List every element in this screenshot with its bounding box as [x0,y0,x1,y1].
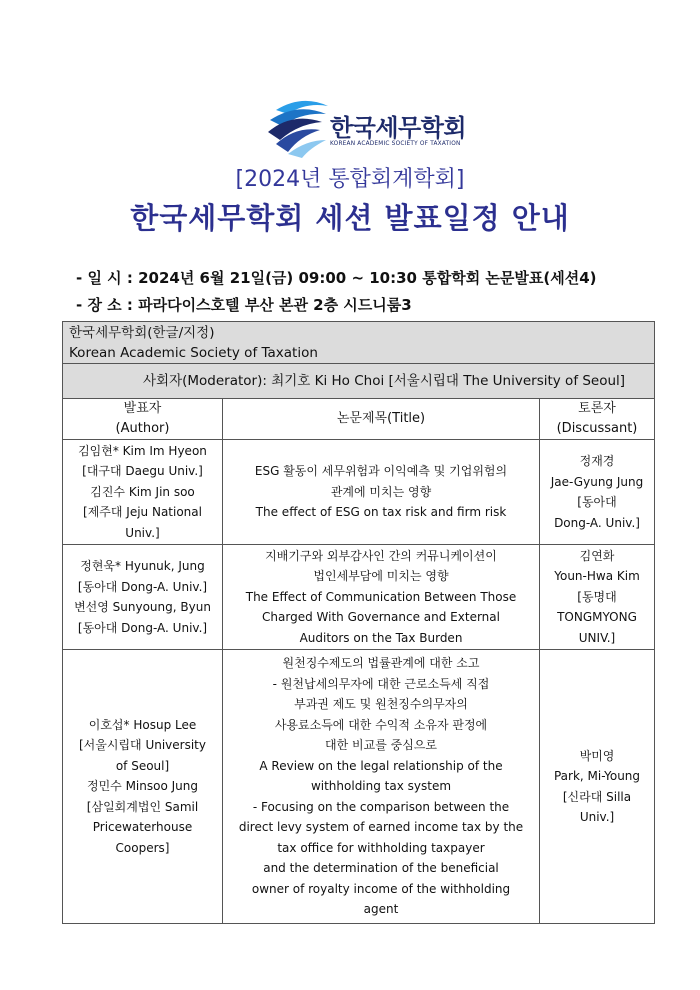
title-line: ESG 활동이 세무위험과 이익예측 및 기업위험의 [254,464,508,479]
table-row [63,440,655,545]
discussant-line: 박미영 [579,748,615,763]
table-row [63,545,655,650]
title-line: 대한 비교를 중심으로 [325,738,437,753]
discussant-line: UNIV.] [578,630,616,645]
discussant-line: [동아대 [577,495,617,509]
header-discussant-ko: 토론자 [578,401,616,416]
discussant-line: Univ.] [579,810,615,824]
header-author-ko: 발표자 [123,401,162,416]
author-line: [서울시립대 University [79,738,206,753]
title-cell [223,545,540,650]
title-line: owner of royalty income of the withholding [251,881,511,896]
title-line: The effect of ESG on tax risk and firm risk [255,505,507,520]
title-line: - Focusing on the comparison between the [252,799,510,814]
title-line: - 원천납세의무자에 대한 근로소득세 직접 [272,676,490,691]
author-cell [63,440,223,545]
discussant-cell [540,650,655,924]
author-line: of Seoul] [115,758,170,773]
author-line: 이호섭* Hosup Lee [88,717,197,732]
author-line: 정민수 Minsoo Jung [86,779,198,794]
logo-name-en: KOREAN ACADEMIC SOCIETY OF TAXATION [330,141,461,147]
title-cell [223,650,540,924]
header-author [63,399,223,440]
discussant-line: Dong-A. Univ.] [554,515,640,530]
author-line: [삼일회계법인 Samil [86,799,199,814]
author-line: [대구대 Daegu Univ.] [82,464,203,479]
author-line: 김진수 Kim Jin soo [90,484,195,499]
society-name-ko: 한국세무학회(한글/지정) [69,324,215,341]
logo-name-ko: 한국세무학회 [330,114,467,142]
author-line: Coopers] [115,840,170,855]
title-line: agent [363,902,399,917]
title-line: 원천징수제도의 법률관계에 대한 소고 [282,656,480,671]
title-line: 부과권 제도 및 원천징수의무자의 [294,697,468,712]
title-line: withholding tax system [310,779,452,794]
discussant-cell [540,545,655,650]
event-subtitle: [2024년 통합회계학회] [235,167,465,192]
discussant-line: Jae-Gyung Jung [550,474,644,489]
author-line: Pricewaterhouse [92,820,193,835]
author-line: [동아대 Dong-A. Univ.] [77,620,208,635]
discussant-line: Youn-Hwa Kim [554,569,640,584]
discussant-line: [동명대 [577,589,617,604]
title-line: 법인세부담에 미치는 영향 [313,569,449,584]
venue-info: - 장 소 : 파라다이스호텔 부산 본관 2층 시드니룸3 [76,296,412,314]
title-line: tax office for withholding taxpayer [277,840,485,855]
header-title: 논문제목(Title) [223,399,540,440]
header-discussant-en: (Discussant) [556,421,638,436]
title-line: A Review on the legal relationship of the [259,758,503,773]
discussant-line: Park, Mi-Young [553,769,641,783]
discussant-line: 김연화 [579,548,615,563]
author-line: [동아대 Dong-A. Univ.] [77,579,208,594]
title-line: 사용료소득에 대한 수익적 소유자 판정에 [274,717,488,732]
author-line: Univ.] [125,525,160,540]
header-author-en: (Author) [115,421,170,436]
discussant-cell [540,440,655,545]
society-row [63,322,655,364]
title-line: 지배기구와 외부감사인 간의 커뮤니케이션이 [265,548,497,563]
title-line: The Effect of Communication Between Those [245,589,517,604]
discussant-line: TONGMYONG [557,610,637,625]
author-line: 김임현* Kim Im Hyeon [78,443,207,458]
discussant-line: [신라대 Silla [562,789,632,804]
society-cell [63,322,655,364]
moderator-row [63,364,655,399]
table-header-row [63,399,655,440]
date-info: - 일 시 : 2024년 6월 21일(금) 09:00 ~ 10:30 통합학회 논문발표(세션4) [76,269,597,287]
schedule-table [62,321,655,924]
title-line: and the determination of the beneficial [263,861,499,876]
author-line: 정현욱* Hyunuk, Jung [80,559,205,573]
title-line: 관계에 미치는 영향 [330,484,432,499]
author-cell [63,545,223,650]
author-cell [63,650,223,924]
table-row [63,650,655,924]
title-line: direct levy system of earned income tax by the [238,820,524,835]
author-line: 변선영 Sunyoung, Byun [74,600,211,614]
title-line: Charged With Governance and External [262,610,500,625]
author-line: [제주대 Jeju National [83,505,202,520]
discussant-line: 정재경 [579,454,615,468]
title-cell [223,440,540,545]
header-discussant [540,399,655,440]
page-title: 한국세무학회 세션 발표일정 안내 [130,201,570,235]
title-line: Auditors on the Tax Burden [299,630,463,645]
moderator-cell: 사회자(Moderator): 최기호 Ki Ho Choi [서울시립대 The University of Seoul] [63,364,655,399]
society-name-en: Korean Academic Society of Taxation [69,344,318,361]
